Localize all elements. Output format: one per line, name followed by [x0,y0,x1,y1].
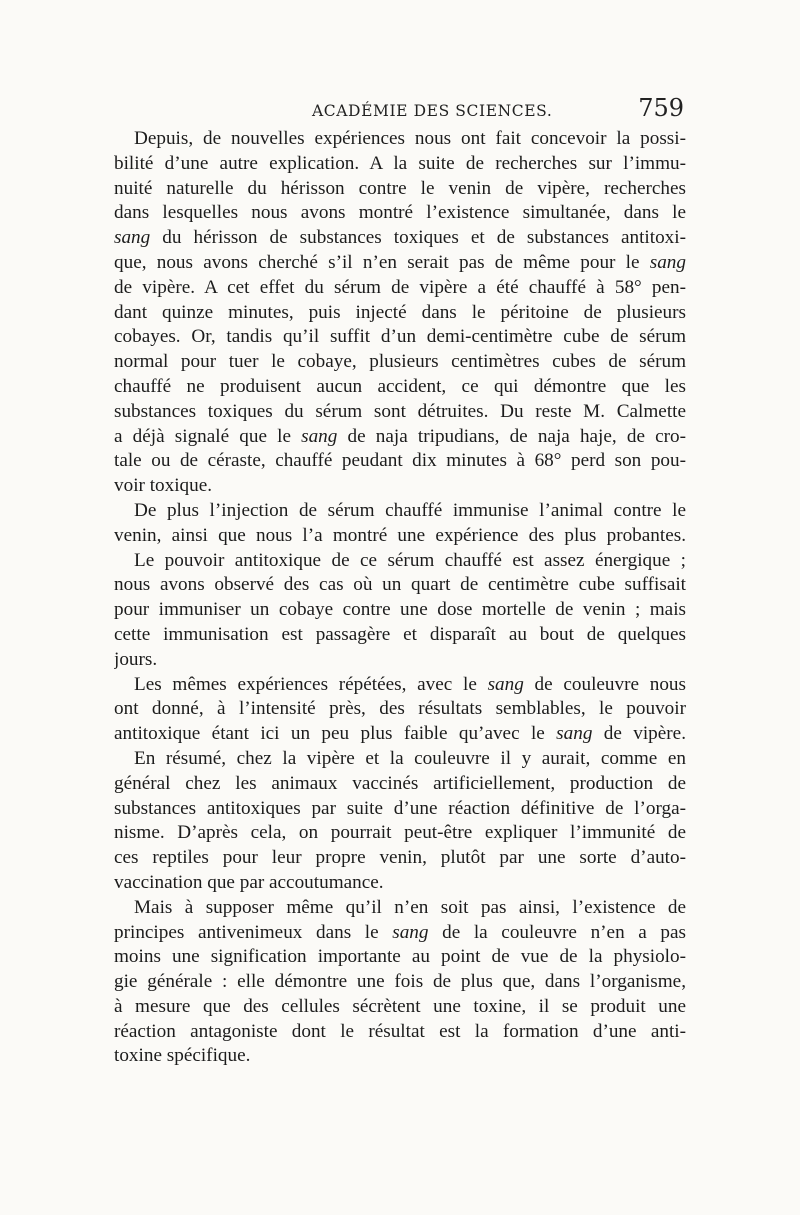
text-line: En résumé, chez la vipère et la couleuvre il y aurait, comme en [134,747,686,769]
text-line: voir toxique. [114,475,213,497]
text-line: ont donné, à l’intensité près, des résultats semblables, le pouvoir [114,698,686,720]
text-line: Le pouvoir antitoxique de ce sérum chauffé est assez énergique ; [134,549,686,571]
text-line: bilité d’une autre explication. A la suite de recherches sur l’immu- [114,152,686,174]
paragraph-2 [114,499,686,549]
text-line: vaccination que par accoutumance. [114,871,384,893]
text-line: cette immunisation est passagère et disparaît au bout de quelques [114,623,686,645]
text-line: ces reptiles pour leur propre venin, plutôt par une sorte d’auto- [114,847,686,869]
text-line: moins une signification importante au point de vue de la physiolo- [114,946,686,968]
text-line: dant quinze minutes, puis injecté dans le péritoine de plusieurs [114,301,686,323]
page-number: 759 [638,94,684,122]
text-line: De plus l’injection de sérum chauffé immunise l’animal contre le [134,499,686,521]
text-line: Depuis, de nouvelles expériences nous ont fait concevoir la possi- [134,128,686,149]
text-line: de vipère. A cet effet du sérum de vipère a été chauffé à 58° pen- [114,276,686,298]
text-line: à mesure que des cellules sécrètent une toxine, il se produit une [114,995,686,1017]
text-line: normal pour tuer le cobaye, plusieurs centimètres cubes de sérum [114,351,686,373]
text-line: nous avons observé des cas où un quart de centimètre cube suffisait [114,574,686,596]
text-line: antitoxique étant ici un peu plus faible qu’avec le sang de vipère. [114,723,686,745]
text-line: cobayes. Or, tandis qu’il suffit d’un demi-centimètre cube de sérum [114,326,686,348]
text-line: pour immuniser un cobaye contre une dose mortelle de venin ; mais [114,599,686,621]
text-line: réaction antagoniste dont le résultat est la formation d’une anti- [114,1020,686,1042]
text-line: dans lesquelles nous avons montré l’existence simultanée, dans le [114,202,686,224]
paragraph-4 [114,673,686,747]
text-line: jours. [114,648,158,670]
text-line: toxine spécifique. [114,1045,251,1067]
text-line: Les mêmes expériences répétées, avec le sang de couleuvre nous [134,673,686,695]
text-line: général chez les animaux vaccinés artificiellement, production de [114,772,686,794]
page-header [114,92,684,124]
text-line: nuité naturelle du hérisson contre le venin de vipère, recherches [114,177,686,199]
paragraph-6 [114,896,686,1070]
text-line: substances toxiques du sérum sont détruites. Du reste M. Calmette [114,400,686,422]
paragraph-1 [114,127,686,499]
text-line: nisme. D’après cela, on pourrait peut-être expliquer l’immunité de [114,822,686,844]
text-line: sang du hérisson de substances toxiques et de substances antitoxi- [114,227,686,249]
text-line: chauffé ne produisent aucun accident, ce qui démontre que les [114,375,686,397]
body-text [114,127,686,1069]
text-line: que, nous avons cherché s’il n’en serait pas de même pour le sang [114,251,686,273]
paragraph-5 [114,747,686,896]
text-line: substances antitoxiques par suite d’une réaction définitive de l’orga- [114,797,686,819]
text-line: tale ou de céraste, chauffé peudant dix minutes à 68° perd son pou- [114,450,686,472]
text-line: venin, ainsi que nous l’a montré une expérience des plus probantes. [114,524,686,546]
text-line: principes antivenimeux dans le sang de la couleuvre n’en a pas [114,921,686,943]
text-line: Mais à supposer même qu’il n’en soit pas ainsi, l’existence de [134,896,686,918]
paragraph-3 [114,549,686,673]
text-line: gie générale : elle démontre une fois de plus que, dans l’organisme, [114,971,686,993]
running-head: ACADÉMIE DES SCIENCES. [312,102,553,120]
text-line: a déjà signalé que le sang de naja tripudians, de naja haje, de cro- [114,425,686,447]
